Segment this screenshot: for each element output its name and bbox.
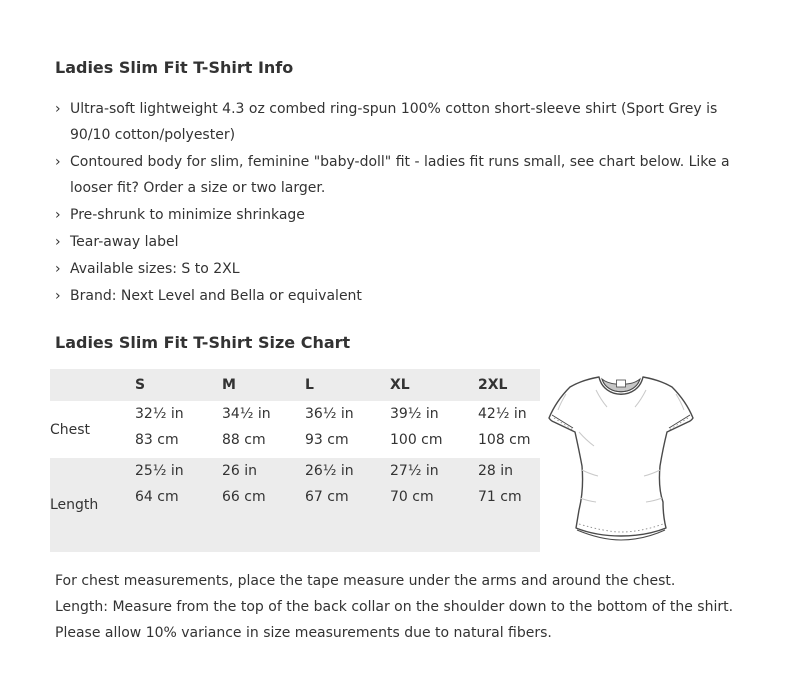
- note-line: For chest measurements, place the tape measure under the arms and around the chest.: [55, 573, 676, 589]
- list-item: [55, 149, 750, 201]
- value-cm: 108 cm: [478, 432, 531, 448]
- value-in: 42½ in: [478, 406, 527, 422]
- cell-length-s: [135, 458, 222, 552]
- bullet-text: Pre-shrunk to minimize shrinkage: [70, 207, 305, 223]
- column-header-l: L: [305, 377, 314, 393]
- value-in: 25½ in: [135, 463, 184, 479]
- value-in: 34½ in: [222, 406, 271, 422]
- list-item: [55, 229, 750, 255]
- bullet-text: Available sizes: S to 2XL: [70, 261, 240, 277]
- bullet-icon: ›: [55, 261, 61, 277]
- cell-chest-2xl: [478, 401, 540, 458]
- column-header-xl: XL: [390, 377, 410, 393]
- bullet-text: Brand: Next Level and Bella or equivalent: [70, 288, 362, 304]
- list-item: [55, 256, 750, 282]
- table-row-chest: [50, 401, 540, 458]
- value-cm: 64 cm: [135, 489, 179, 505]
- row-label-length: Length: [50, 497, 99, 513]
- value-in: 36½ in: [305, 406, 354, 422]
- list-item: [55, 96, 750, 148]
- bullet-icon: ›: [55, 207, 61, 223]
- tshirt-illustration-icon: [546, 370, 696, 550]
- bullet-text: Tear-away label: [70, 234, 179, 250]
- value-in: 26½ in: [305, 463, 354, 479]
- value-cm: 100 cm: [390, 432, 443, 448]
- value-in: 26 in: [222, 463, 258, 479]
- bullet-icon: ›: [55, 101, 61, 117]
- table-row-length: [50, 458, 540, 552]
- bullet-icon: ›: [55, 288, 61, 304]
- value-in: 32½ in: [135, 406, 184, 422]
- value-cm: 70 cm: [390, 489, 434, 505]
- value-cm: 67 cm: [305, 489, 349, 505]
- cell-chest-xl: [390, 401, 478, 458]
- value-cm: 83 cm: [135, 432, 179, 448]
- info-bullet-list: [55, 96, 750, 309]
- size-chart-table: [50, 369, 540, 552]
- value-in: 39½ in: [390, 406, 439, 422]
- cell-length-xl: [390, 458, 478, 552]
- value-cm: 71 cm: [478, 489, 522, 505]
- row-label-chest: Chest: [50, 421, 91, 438]
- list-item: [55, 202, 750, 228]
- column-header-2xl: 2XL: [478, 377, 508, 393]
- value-in: 28 in: [478, 463, 514, 479]
- measurement-notes: [55, 568, 750, 646]
- corner-cell: [50, 369, 135, 401]
- note-line: Length: Measure from the top of the back collar on the shoulder down to the bottom of the shirt. Please allow 10% variance in size measurements due to natural fibers.: [55, 599, 734, 641]
- size-chart-heading: Ladies Slim Fit T-Shirt Size Chart: [55, 333, 351, 352]
- cell-length-m: [222, 458, 305, 552]
- cell-chest-l: [305, 401, 390, 458]
- info-heading: Ladies Slim Fit T-Shirt Info: [55, 58, 294, 77]
- column-header-m: M: [222, 377, 236, 393]
- value-cm: 93 cm: [305, 432, 349, 448]
- cell-length-l: [305, 458, 390, 552]
- size-chart-section: [50, 369, 750, 552]
- value-in: 27½ in: [390, 463, 439, 479]
- value-cm: 66 cm: [222, 489, 266, 505]
- cell-length-2xl: [478, 458, 540, 552]
- bullet-text: Ultra-soft lightweight 4.3 oz combed ring-spun 100% cotton short-sleeve shirt (Sport Grey is 90/10 cotton/polyester): [70, 101, 718, 143]
- bullet-icon: ›: [55, 234, 61, 250]
- cell-chest-m: [222, 401, 305, 458]
- table-header-row: [50, 369, 540, 401]
- value-cm: 88 cm: [222, 432, 266, 448]
- column-header-s: S: [135, 377, 146, 393]
- bullet-icon: ›: [55, 154, 61, 170]
- list-item: [55, 283, 750, 309]
- bullet-text: Contoured body for slim, feminine "baby-doll" fit - ladies fit runs small, see chart below. Like a looser fit? Order a size or two larger.: [70, 154, 730, 196]
- cell-chest-s: [135, 401, 222, 458]
